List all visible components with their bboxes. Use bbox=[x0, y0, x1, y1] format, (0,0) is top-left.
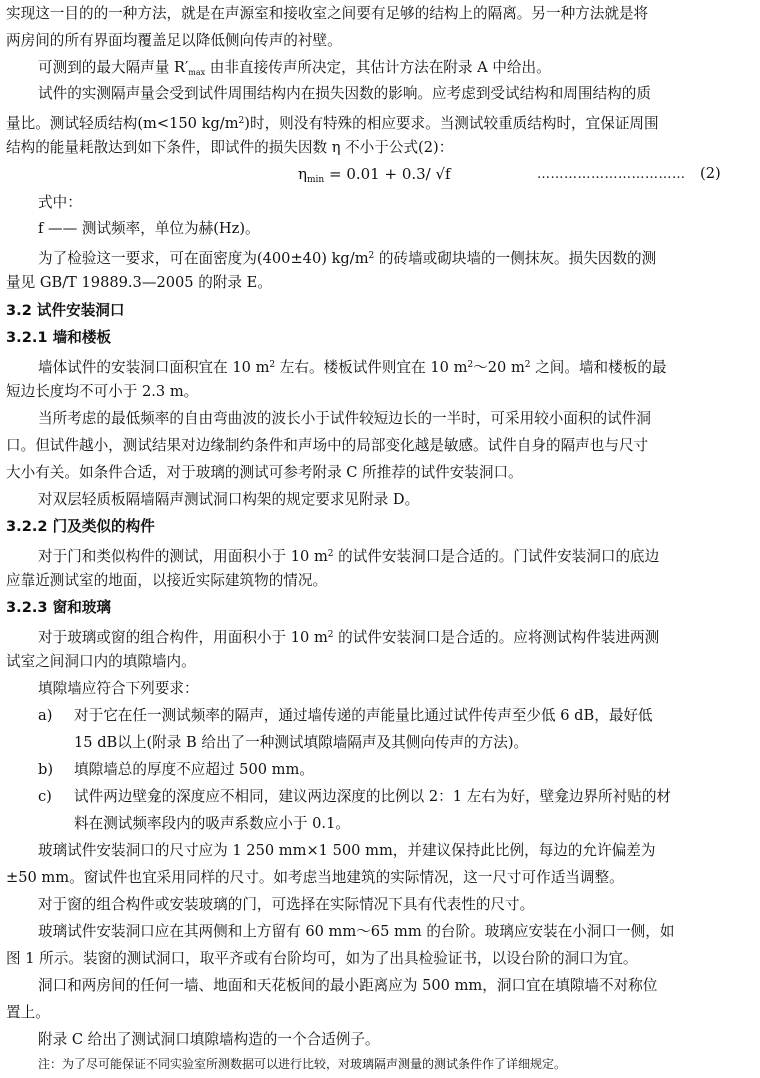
text-line: 大小有关。如条件合适，对于玻璃的测试可参考附录 C 所推荐的试件安装洞口。 bbox=[6, 464, 523, 481]
text-line: f —— 测试频率，单位为赫(Hz)。 bbox=[38, 220, 260, 237]
text-line: 附录 C 给出了测试洞口填隙墙构造的一个合适例子。 bbox=[38, 1031, 380, 1048]
text-line: 试室之间洞口内的填隙墙内。 bbox=[6, 653, 196, 670]
text-line: 量见 GB/T 19889.3—2005 的附录 E。 bbox=[6, 274, 272, 291]
text-line: 填隙墙应符合下列要求： bbox=[38, 680, 199, 697]
text-line: ±50 mm。窗试件也宜采用同样的尺寸。如考虑当地建筑的实际情况，这一尺寸可作适当调整。 bbox=[6, 869, 624, 886]
text-line: 对于玻璃或窗的组合构件，用面积小于 10 $m^2$ 的试件安装洞口是合适的。应将测试构件装进两测 bbox=[38, 629, 660, 646]
text-line: 当所考虑的最低频率的自由弯曲波的波长小于试件较短边长的一半时，可采用较小面积的试件洞 bbox=[38, 410, 651, 427]
text-line: 对于门和类似构件的测试，用面积小于 10 $m^2$ 的试件安装洞口是合适的。门试件安装洞口的底边 bbox=[38, 548, 660, 565]
text-line: 两房间的所有界面均覆盖足以降低侧向传声的衬壁。 bbox=[6, 32, 342, 49]
text-line: 量比。测试轻质结构(m<150 $kg/m^2$)时，则没有特殊的相应要求。当测试较重质结构时，宜保证周围 bbox=[6, 115, 659, 132]
text-line: 洞口和两房间的任何一墙、地面和天花板间的最小距离应为 500 mm，洞口宜在填隙墙不对称位 bbox=[38, 977, 658, 994]
equation-number: (2) bbox=[700, 165, 721, 182]
text-line: 短边长度均不可小于 2.3 m。 bbox=[6, 383, 199, 400]
section-heading: 3.2 试件安装洞口 bbox=[6, 302, 125, 319]
list-item: 15 dB以上(附录 B 给出了一种测试填隙墙隔声及其侧向传声的方法)。 bbox=[74, 734, 529, 751]
list-item: 试件两边壁龛的深度应不相同，建议两边深度的比例以 2：1 左右为好，壁龛边界所衬贴的材 bbox=[74, 788, 672, 805]
text-line: 玻璃试件安装洞口的尺寸应为 1 250 mm×1 500 mm，并建议保持此比例，每边的允许偏差为 bbox=[38, 842, 656, 859]
text-line: 墙体试件的安装洞口面积宜在 10 $m^2$ 左右。楼板试件则宜在 10 $m^2\sim 20$ $m^2$ 之间。墙和楼板的最 bbox=[38, 359, 667, 376]
text-line: 结构的能量耗散达到如下条件，即试件的损失因数 η 不小于公式(2)： bbox=[6, 139, 454, 156]
leader-dots: …………………………… bbox=[537, 167, 686, 182]
list-marker: b) bbox=[38, 761, 54, 778]
text-line: 为了检验这一要求，可在面密度为(400±40) $kg/m^2$ 的砖墙或砌块墙的一侧抹灰。损失因数的测 bbox=[38, 250, 657, 267]
list-marker: c) bbox=[38, 788, 52, 805]
formula-loss-factor: $\eta_{min} = 0.01 + 0.3/$ √f bbox=[298, 165, 451, 185]
list-item: 对于它在任一测试频率的隔声，通过墙传递的声能量比通过试件传声至少低 6 dB，最好低 bbox=[74, 707, 653, 724]
section-heading: 3.2.2 门及类似的构件 bbox=[6, 518, 155, 535]
text-line: 对双层轻质板隔墙隔声测试洞口构架的规定要求见附录 D。 bbox=[38, 491, 420, 508]
section-heading: 3.2.3 窗和玻璃 bbox=[6, 599, 112, 616]
text-line: 可测到的最大隔声量 $R'_{max}$ 由非直接传声所决定，其估计方法在附录 A 中给出。 bbox=[38, 59, 551, 77]
list-marker: a) bbox=[38, 707, 53, 724]
section-heading: 3.2.1 墙和楼板 bbox=[6, 329, 112, 346]
text-line: 玻璃试件安装洞口应在其两侧和上方留有 60 mm～65 mm 的台阶。玻璃应安装在小洞口一侧，如 bbox=[38, 923, 675, 940]
text-line: 应靠近测试室的地面，以接近实际建筑物的情况。 bbox=[6, 572, 328, 589]
text-line: 试件的实测隔声量会受到试件周围结构内在损失因数的影响。应考虑到受试结构和周围结构的质 bbox=[38, 85, 651, 102]
text-line: 实现这一目的的一种方法，就是在声源室和接收室之间要有足够的结构上的隔离。另一种方法就是将 bbox=[6, 5, 649, 22]
list-item: 料在测试频率段内的吸声系数应小于 0.1。 bbox=[74, 815, 350, 832]
text-line: 式中： bbox=[38, 194, 82, 211]
text-line: 口。但试件越小，测试结果对边缘制约条件和声场中的局部变化越是敏感。试件自身的隔声也与尺寸 bbox=[6, 437, 649, 454]
text-line: 对于窗的组合构件或安装玻璃的门，可选择在实际情况下具有代表性的尺寸。 bbox=[38, 896, 535, 913]
text-line: 图 1 所示。装窗的测试洞口，取平齐或有台阶均可，如为了出具检验证书，以设台阶的洞口为宜。 bbox=[6, 950, 638, 967]
text-line: 置上。 bbox=[6, 1004, 50, 1021]
list-item: 填隙墙总的厚度不应超过 500 mm。 bbox=[74, 761, 314, 778]
footnote: 注：为了尽可能保证不同实验室所测数据可以进行比较，对玻璃隔声测量的测试条件作了详细规定。 bbox=[38, 1057, 567, 1071]
